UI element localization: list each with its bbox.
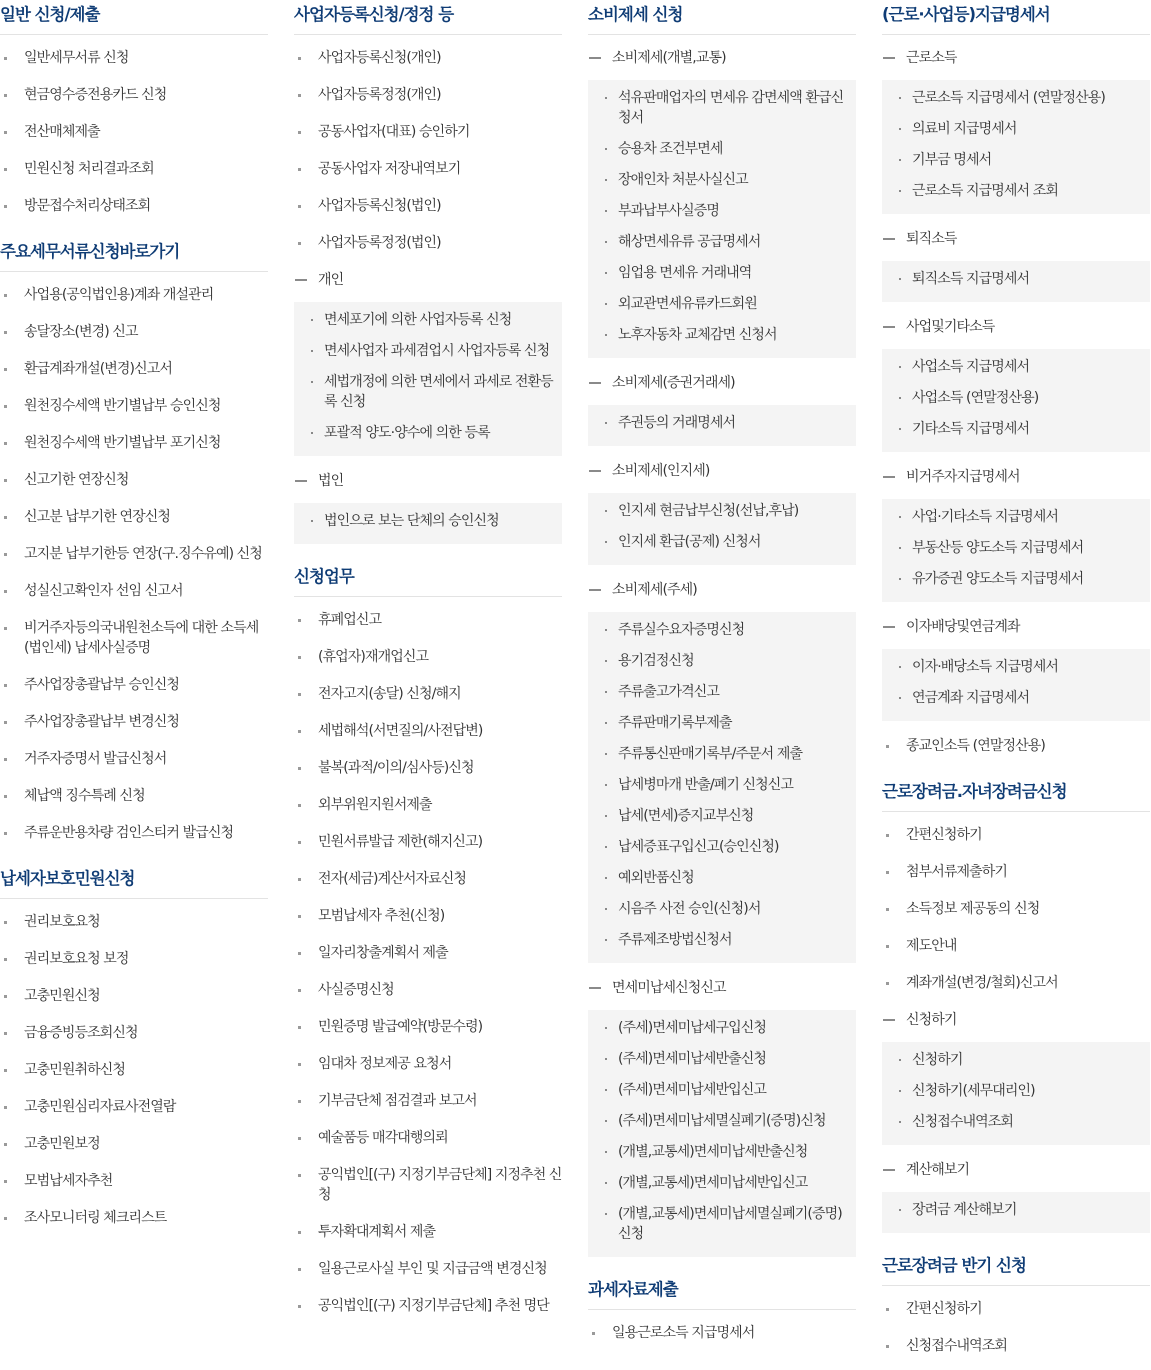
submenu-link[interactable]: 근로소득 지급명세서 (연말정산용) bbox=[890, 86, 1142, 110]
submenu-heading: 면세미납세신청신고 bbox=[588, 975, 856, 1001]
submenu-link[interactable]: 외교관면세유류카드회원 bbox=[596, 292, 848, 316]
section-item-list bbox=[0, 909, 268, 1231]
menu-link[interactable]: 전산매체제출 bbox=[0, 119, 268, 145]
submenu-link[interactable]: 포괄적 양도·양수에 의한 등록 bbox=[302, 421, 554, 445]
submenu-link[interactable]: (개별,교통세)면세미납세멸실폐기(증명)신청 bbox=[596, 1202, 848, 1246]
submenu-heading: 법인 bbox=[294, 468, 562, 494]
menu-link[interactable]: 기부금단체 점검결과 보고서 bbox=[294, 1088, 562, 1114]
submenu-link[interactable]: 근로소득 지급명세서 조회 bbox=[890, 179, 1142, 203]
menu-link[interactable]: 일자리창출계획서 제출 bbox=[294, 940, 562, 966]
section-title: 사업자등록신청/정정 등 bbox=[294, 0, 562, 35]
submenu-link[interactable]: 신청하기(세무대리인) bbox=[890, 1079, 1142, 1103]
submenu-link[interactable]: 주류판매기록부제출 bbox=[596, 711, 848, 735]
menu-link[interactable]: 신청접수내역조회 bbox=[882, 1333, 1150, 1359]
menu-link[interactable]: 간편신청하기 bbox=[882, 1296, 1150, 1322]
menu-link[interactable]: 조사모니터링 체크리스트 bbox=[0, 1205, 268, 1231]
submenu-heading: 퇴직소득 bbox=[882, 226, 1150, 252]
menu-link[interactable]: 간편신청하기 bbox=[882, 822, 1150, 848]
submenu-link[interactable]: (주세)면세미납세구입신청 bbox=[596, 1016, 848, 1040]
section-item-list bbox=[882, 822, 1150, 1233]
submenu-link[interactable]: 인지세 환급(공제) 신청서 bbox=[596, 530, 848, 554]
menu-column-3 bbox=[588, 0, 856, 1357]
menu-link[interactable]: 전자(세금)계산서자료신청 bbox=[294, 866, 562, 892]
menu-link[interactable]: 사업용(공익법인용)계좌 개설관리 bbox=[0, 282, 268, 308]
submenu-link[interactable]: 인지세 현금납부신청(선납,후납) bbox=[596, 499, 848, 523]
menu-link[interactable]: 공익법인[(구) 지정기부금단체] 지정추천 신청 bbox=[294, 1162, 562, 1208]
menu-link[interactable]: 금융증빙등조회신청 bbox=[0, 1020, 268, 1046]
submenu-link[interactable]: 시음주 사전 승인(신청)서 bbox=[596, 897, 848, 921]
submenu-heading: 이자배당및연금계좌 bbox=[882, 614, 1150, 640]
menu-link[interactable]: 사업자등록신청(개인) bbox=[294, 45, 562, 71]
submenu-link[interactable]: 주류통신판매기록부/주문서 제출 bbox=[596, 742, 848, 766]
section-title: 소비제세 신청 bbox=[588, 0, 856, 35]
menu-link[interactable]: (휴업자)재개업신고 bbox=[294, 644, 562, 670]
submenu-link[interactable]: 예외반품신청 bbox=[596, 866, 848, 890]
menu-link[interactable]: 사업자등록정정(개인) bbox=[294, 82, 562, 108]
menu-link[interactable]: 사실증명신청 bbox=[294, 977, 562, 1003]
menu-link[interactable]: 불복(과적/이의/심사등)신청 bbox=[294, 755, 562, 781]
menu-link[interactable]: 휴폐업신고 bbox=[294, 607, 562, 633]
submenu-link[interactable]: 사업소득 (연말정산용) bbox=[890, 386, 1142, 410]
submenu-link[interactable]: 법인으로 보는 단체의 승인신청 bbox=[302, 509, 554, 533]
submenu-list bbox=[882, 261, 1150, 302]
menu-link[interactable]: 첨부서류제출하기 bbox=[882, 859, 1150, 885]
menu-link[interactable]: 고충민원취하신청 bbox=[0, 1057, 268, 1083]
section-item-list bbox=[588, 45, 856, 1257]
submenu-link[interactable]: 기타소득 지급명세서 bbox=[890, 417, 1142, 441]
section-item-list bbox=[0, 282, 268, 846]
menu-link[interactable]: 고충민원보정 bbox=[0, 1131, 268, 1157]
section-title: 신청업무 bbox=[294, 562, 562, 597]
menu-link[interactable]: 사업자등록신청(법인) bbox=[294, 193, 562, 219]
menu-link[interactable]: 소득정보 제공동의 신청 bbox=[882, 896, 1150, 922]
submenu-heading: 소비제세(증권거래세) bbox=[588, 370, 856, 396]
menu-link[interactable]: 고충민원심리자료사전열람 bbox=[0, 1094, 268, 1120]
section-title: 근로장려금.자녀장려금신청 bbox=[882, 777, 1150, 812]
section-title: (근로·사업등)지급명세서 bbox=[882, 0, 1150, 35]
submenu-heading: 개인 bbox=[294, 267, 562, 293]
menu-link[interactable]: 성실신고확인자 선임 신고서 bbox=[0, 578, 268, 604]
menu-link[interactable]: 주사업장총괄납부 변경신청 bbox=[0, 709, 268, 735]
submenu-link[interactable]: 기부금 명세서 bbox=[890, 148, 1142, 172]
submenu-link[interactable]: 의료비 지급명세서 bbox=[890, 117, 1142, 141]
menu-link[interactable]: 외부위원지원서제출 bbox=[294, 792, 562, 818]
submenu-link[interactable]: (주세)면세미납세반출신청 bbox=[596, 1047, 848, 1071]
menu-link[interactable]: 모범납세자 추천(신청) bbox=[294, 903, 562, 929]
submenu-link[interactable]: 해상면세유류 공급명세서 bbox=[596, 230, 848, 254]
menu-link[interactable]: 방문접수처리상태조회 bbox=[0, 193, 268, 219]
submenu-list bbox=[588, 405, 856, 446]
menu-column-1 bbox=[0, 0, 268, 1242]
submenu-list bbox=[882, 649, 1150, 721]
menu-link[interactable]: 민원신청 처리결과조회 bbox=[0, 156, 268, 182]
submenu-link[interactable]: 이자·배당소득 지급명세서 bbox=[890, 655, 1142, 679]
menu-link[interactable]: 제도안내 bbox=[882, 933, 1150, 959]
menu-link[interactable]: 일용근로소득 지급명세서 bbox=[588, 1320, 856, 1346]
submenu-link[interactable]: (개별,교통세)면세미납세반입신고 bbox=[596, 1171, 848, 1195]
submenu-list bbox=[882, 1042, 1150, 1145]
submenu-link[interactable]: 노후자동차 교체감면 신청서 bbox=[596, 323, 848, 347]
menu-link[interactable]: 현금영수증전용카드 신청 bbox=[0, 82, 268, 108]
menu-link[interactable]: 권리보호요청 bbox=[0, 909, 268, 935]
menu-link[interactable]: 고충민원신청 bbox=[0, 983, 268, 1009]
submenu-link[interactable]: (개별,교통세)면세미납세반출신청 bbox=[596, 1140, 848, 1164]
menu-link[interactable]: 공동사업자 저장내역보기 bbox=[294, 156, 562, 182]
submenu-list bbox=[294, 503, 562, 544]
submenu-link[interactable]: 사업·기타소득 지급명세서 bbox=[890, 505, 1142, 529]
submenu-link[interactable]: 면세포기에 의한 사업자등록 신청 bbox=[302, 308, 554, 332]
section-title: 일반 신청/제출 bbox=[0, 0, 268, 35]
menu-link[interactable]: 민원서류발급 제한(해지신고) bbox=[294, 829, 562, 855]
submenu-heading: 소비제세(주세) bbox=[588, 577, 856, 603]
submenu-link[interactable]: 주류실수요자증명신청 bbox=[596, 618, 848, 642]
submenu-heading: 비거주자지급명세서 bbox=[882, 464, 1150, 490]
menu-link[interactable]: 원천징수세액 반기별납부 포기신청 bbox=[0, 430, 268, 456]
menu-link[interactable]: 권리보호요청 보정 bbox=[0, 946, 268, 972]
submenu-link[interactable]: 부과납부사실증명 bbox=[596, 199, 848, 223]
section-item-list bbox=[882, 45, 1150, 759]
section-item-list bbox=[882, 1296, 1150, 1359]
submenu-link[interactable]: 석유판매업자의 면세유 감면세액 환급신청서 bbox=[596, 86, 848, 130]
submenu-link[interactable]: 주권등의 거래명세서 bbox=[596, 411, 848, 435]
menu-link[interactable]: 민원증명 발급예약(방문수령) bbox=[294, 1014, 562, 1040]
menu-link[interactable]: 환급계좌개설(변경)신고서 bbox=[0, 356, 268, 382]
menu-link[interactable]: 일용근로사실 부인 및 지급금액 변경신청 bbox=[294, 1256, 562, 1282]
submenu-link[interactable]: 승용차 조건부면세 bbox=[596, 137, 848, 161]
submenu-link[interactable]: 납세증표구입신고(승인신청) bbox=[596, 835, 848, 859]
section-item-list bbox=[0, 45, 268, 219]
submenu-link[interactable]: 면세사업자 과세겸업시 사업자등록 신청 bbox=[302, 339, 554, 363]
submenu-link[interactable]: 장애인차 처분사실신고 bbox=[596, 168, 848, 192]
submenu-link[interactable]: 세법개정에 의한 면세에서 과세로 전환등록 신청 bbox=[302, 370, 554, 414]
submenu-link[interactable]: (주세)면세미납세반입신고 bbox=[596, 1078, 848, 1102]
submenu-list bbox=[882, 349, 1150, 452]
submenu-link[interactable]: 용기검정신청 bbox=[596, 649, 848, 673]
menu-link[interactable]: 고지분 납부기한등 연장(구.징수유예) 신청 bbox=[0, 541, 268, 567]
submenu-list bbox=[588, 80, 856, 358]
submenu-list bbox=[882, 499, 1150, 602]
menu-link[interactable]: 주사업장총괄납부 승인신청 bbox=[0, 672, 268, 698]
menu-link[interactable]: 공동사업자(대표) 승인하기 bbox=[294, 119, 562, 145]
section-item-list bbox=[294, 607, 562, 1319]
menu-link[interactable]: 신고분 납부기한 연장신청 bbox=[0, 504, 268, 530]
menu-link[interactable]: 예술품등 매각대행의뢰 bbox=[294, 1125, 562, 1151]
menu-column-2 bbox=[294, 0, 562, 1330]
submenu-link[interactable]: 납세(면세)증지교부신청 bbox=[596, 804, 848, 828]
submenu-list bbox=[588, 493, 856, 565]
submenu-heading: 신청하기 bbox=[882, 1007, 1150, 1033]
submenu-heading: 소비제세(인지세) bbox=[588, 458, 856, 484]
menu-link[interactable]: 모범납세자추천 bbox=[0, 1168, 268, 1194]
menu-link[interactable]: 계좌개설(변경/철회)신고서 bbox=[882, 970, 1150, 996]
section-title: 납세자보호민원신청 bbox=[0, 864, 268, 899]
menu-link[interactable]: 주류운반용차량 검인스티커 발급신청 bbox=[0, 820, 268, 846]
menu-link[interactable]: 일반세무서류 신청 bbox=[0, 45, 268, 71]
submenu-link[interactable]: 장려금 계산해보기 bbox=[890, 1198, 1142, 1222]
submenu-link[interactable]: 신청하기 bbox=[890, 1048, 1142, 1072]
menu-link[interactable]: 종교인소득 (연말정산용) bbox=[882, 733, 1150, 759]
submenu-heading: 소비제세(개별,교통) bbox=[588, 45, 856, 71]
submenu-link[interactable]: 주류출고가격신고 bbox=[596, 680, 848, 704]
section-title: 과세자료제출 bbox=[588, 1275, 856, 1310]
submenu-link[interactable]: 부동산등 양도소득 지급명세서 bbox=[890, 536, 1142, 560]
menu-column-4 bbox=[882, 0, 1150, 1370]
section-title: 주요세무서류신청바로가기 bbox=[0, 237, 268, 272]
menu-link[interactable]: 세법해석(서면질의/사전답변) bbox=[294, 718, 562, 744]
menu-link[interactable]: 거주자증명서 발급신청서 bbox=[0, 746, 268, 772]
submenu-link[interactable]: 납세병마개 반출/폐기 신청신고 bbox=[596, 773, 848, 797]
submenu-link[interactable]: (주세)면세미납세멸실폐기(증명)신청 bbox=[596, 1109, 848, 1133]
menu-link[interactable]: 사업자등록정정(법인) bbox=[294, 230, 562, 256]
menu-link[interactable]: 비거주자등의국내원천소득에 대한 소득세(법인세) 납세사실증명 bbox=[0, 615, 268, 661]
submenu-link[interactable]: 사업소득 지급명세서 bbox=[890, 355, 1142, 379]
submenu-list bbox=[882, 1192, 1150, 1233]
submenu-link[interactable]: 임업용 면세유 거래내역 bbox=[596, 261, 848, 285]
submenu-list bbox=[588, 612, 856, 963]
submenu-link[interactable]: 신청접수내역조회 bbox=[890, 1110, 1142, 1134]
menu-link[interactable]: 체납액 징수특례 신청 bbox=[0, 783, 268, 809]
submenu-link[interactable]: 주류제조방법신청서 bbox=[596, 928, 848, 952]
menu-link[interactable]: 투자확대계획서 제출 bbox=[294, 1219, 562, 1245]
menu-link[interactable]: 원천징수세액 반기별납부 승인신청 bbox=[0, 393, 268, 419]
submenu-link[interactable]: 유가증권 양도소득 지급명세서 bbox=[890, 567, 1142, 591]
section-title: 근로장려금 반기 신청 bbox=[882, 1251, 1150, 1286]
submenu-heading: 근로소득 bbox=[882, 45, 1150, 71]
section-item-list bbox=[294, 45, 562, 544]
submenu-heading: 사업및기타소득 bbox=[882, 314, 1150, 340]
submenu-list bbox=[588, 1010, 856, 1257]
submenu-heading: 계산해보기 bbox=[882, 1157, 1150, 1183]
submenu-list bbox=[294, 302, 562, 456]
menu-link[interactable]: 공익법인[(구) 지정기부금단체] 추천 명단 bbox=[294, 1293, 562, 1319]
submenu-link[interactable]: 연금계좌 지급명세서 bbox=[890, 686, 1142, 710]
section-item-list bbox=[588, 1320, 856, 1346]
menu-link[interactable]: 전자고지(송달) 신청/해지 bbox=[294, 681, 562, 707]
submenu-list bbox=[882, 80, 1150, 214]
menu-link[interactable]: 신고기한 연장신청 bbox=[0, 467, 268, 493]
submenu-link[interactable]: 퇴직소득 지급명세서 bbox=[890, 267, 1142, 291]
menu-link[interactable]: 송달장소(변경) 신고 bbox=[0, 319, 268, 345]
menu-link[interactable]: 임대차 정보제공 요청서 bbox=[294, 1051, 562, 1077]
